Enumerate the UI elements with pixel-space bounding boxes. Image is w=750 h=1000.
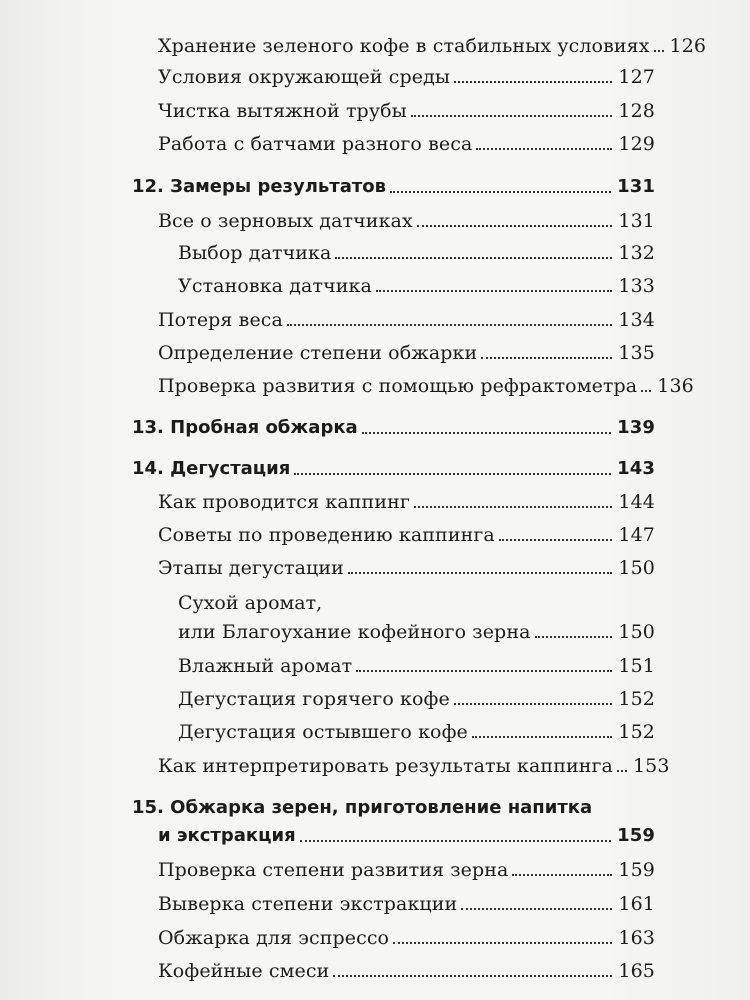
- toc-subentry: [178, 275, 655, 297]
- toc-chapter-page: 131: [617, 176, 655, 197]
- toc-subentry-title-line1: Сухой аромат,: [178, 592, 323, 614]
- leader-dots: [641, 390, 651, 392]
- toc-entry-page: 128: [618, 100, 655, 122]
- leader-dots: [654, 50, 664, 52]
- toc-entry-title: Дегустация горячего кофе: [178, 688, 450, 710]
- toc-entry-page: 136: [657, 375, 694, 397]
- leader-dots: [414, 506, 613, 508]
- leader-dots: [393, 942, 612, 944]
- toc-entry: [158, 491, 655, 513]
- toc-entry-title: Кофейные смеси: [158, 960, 330, 982]
- leader-dots: [472, 736, 613, 738]
- toc-chapter-title: и экстракция: [158, 825, 296, 846]
- toc-entry-page: 132: [618, 242, 655, 264]
- toc-entry-page: 126: [669, 35, 707, 57]
- toc-entry-title: Потеря веса: [158, 309, 283, 331]
- toc-entry-page: 135: [618, 342, 655, 364]
- toc-entry-page: 129: [618, 133, 655, 155]
- leader-dots: [535, 636, 613, 638]
- toc-chapter: [158, 825, 655, 847]
- toc-entry-page: 161: [618, 893, 655, 915]
- toc-subentry: [178, 242, 655, 264]
- leader-dots: [499, 539, 613, 541]
- toc-entry: [158, 133, 655, 155]
- toc-entry-page: 127: [618, 66, 655, 88]
- toc-entry: [158, 35, 707, 57]
- toc-entry-title: Работа с батчами разного веса: [158, 133, 473, 155]
- toc-entry-page: 165: [618, 960, 655, 982]
- leader-dots: [376, 290, 613, 292]
- toc-entry-title: Выбор датчика: [178, 242, 332, 264]
- toc-entry-page: 163: [618, 927, 655, 949]
- toc-subentry: [178, 621, 655, 643]
- toc-entry: [158, 100, 655, 122]
- toc-entry-title: Этапы дегустации: [158, 557, 344, 579]
- toc-entry-title: Выверка степени экстракции: [158, 893, 458, 915]
- toc-entry: [158, 66, 655, 88]
- toc-entry: [158, 960, 655, 982]
- leader-dots: [390, 191, 611, 193]
- leader-dots: [417, 225, 613, 227]
- leader-dots: [512, 874, 612, 876]
- toc-entry-title: Определение степени обжарки: [158, 342, 478, 364]
- toc-chapter-title: 12. Замеры результатов: [132, 176, 387, 197]
- toc-entry-page: 144: [618, 491, 655, 513]
- leader-dots: [362, 432, 611, 434]
- toc-entry-page: 150: [618, 557, 655, 579]
- toc-entry-page: 152: [618, 721, 655, 743]
- toc-chapter-page: 139: [617, 417, 655, 438]
- leader-dots: [287, 324, 612, 326]
- toc-entry-page: 150: [618, 621, 655, 643]
- toc-entry: [158, 524, 655, 546]
- toc-chapter-page: 143: [617, 458, 655, 479]
- toc-chapter: [132, 176, 655, 198]
- leader-dots: [335, 257, 612, 259]
- leader-dots: [461, 908, 612, 910]
- toc-entry: [158, 557, 655, 579]
- toc-entry-title: Дегустация остывшего кофе: [178, 721, 468, 743]
- toc-chapter-title-line1: 15. Обжарка зерен, приготовление напитка: [132, 797, 593, 818]
- leader-dots: [294, 473, 611, 475]
- toc-entry: [158, 755, 670, 777]
- toc-entry: [158, 859, 655, 881]
- toc-entry-title: Обжарка для эспрессо: [158, 927, 390, 949]
- toc-entry-page: 134: [618, 309, 655, 331]
- leader-dots: [454, 81, 612, 83]
- toc-entry-page: 153: [632, 755, 670, 777]
- leader-dots: [481, 357, 612, 359]
- toc-entry: [158, 893, 655, 915]
- toc-entry-title: Как проводится каппинг: [158, 491, 410, 513]
- toc-entry-page: 159: [618, 859, 655, 881]
- toc-entry-page: 151: [618, 655, 655, 677]
- toc-entry-page: 147: [618, 524, 655, 546]
- toc-entry-title: Все о зерновых датчиках: [158, 210, 413, 232]
- toc-chapter: [132, 417, 655, 439]
- toc-subentry: [178, 688, 655, 710]
- toc-entry-title: Хранение зеленого кофе в стабильных условиях: [158, 35, 650, 57]
- toc-entry-title: Условия окружающей среды: [158, 66, 451, 88]
- toc-entry: [158, 309, 655, 331]
- leader-dots: [333, 975, 612, 977]
- toc-entry: [158, 342, 655, 364]
- leader-dots: [411, 115, 613, 117]
- leader-dots: [476, 148, 612, 150]
- leader-dots: [617, 770, 627, 772]
- toc-entry-title: Как интерпретировать результаты каппинга: [158, 755, 613, 777]
- toc-entry-page: 152: [618, 688, 655, 710]
- toc-entry: [158, 375, 694, 397]
- toc-entry: [158, 210, 655, 232]
- toc-entry: [158, 927, 655, 949]
- toc-chapter-page: 159: [617, 825, 655, 846]
- toc-entry-title: или Благоухание кофейного зерна: [178, 621, 531, 643]
- toc-entry-title: Чистка вытяжной трубы: [158, 100, 407, 122]
- toc-entry-title: Влажный аромат: [178, 655, 353, 677]
- leader-dots: [454, 703, 613, 705]
- toc-entry-title: Проверка степени развития зерна: [158, 859, 509, 881]
- toc-entry-page: 133: [618, 275, 655, 297]
- toc-chapter-title: 14. Дегустация: [132, 458, 291, 479]
- toc-entry-title: Проверка развития с помощью рефрактометра: [158, 375, 638, 397]
- toc-subentry: [178, 721, 655, 743]
- toc-chapter: [132, 458, 655, 480]
- leader-dots: [356, 670, 612, 672]
- leader-dots: [300, 840, 611, 842]
- toc-entry-title: Советы по проведению каппинга: [158, 524, 495, 546]
- leader-dots: [348, 572, 613, 574]
- toc-entry-title: Установка датчика: [178, 275, 372, 297]
- toc-subentry: [178, 655, 655, 677]
- toc-chapter-title: 13. Пробная обжарка: [132, 417, 358, 438]
- toc-entry-page: 131: [618, 210, 655, 232]
